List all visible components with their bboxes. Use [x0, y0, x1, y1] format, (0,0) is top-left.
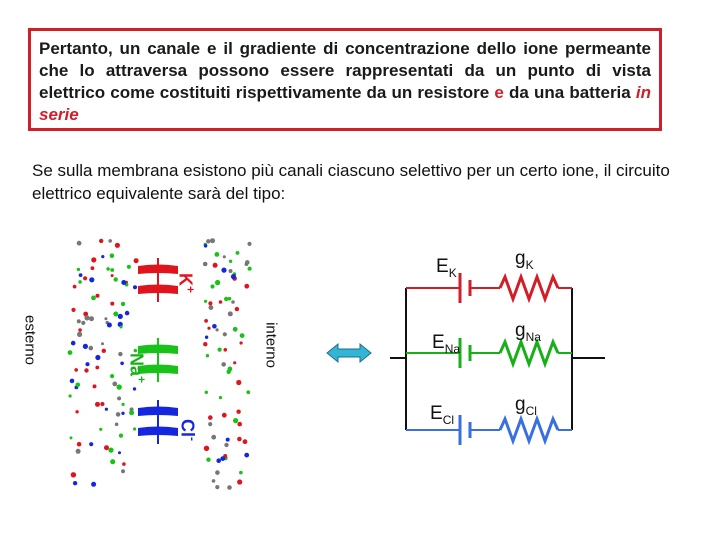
- ion-dot: [133, 387, 136, 390]
- ion-label-na: [126, 353, 149, 383]
- ion-dot: [213, 263, 218, 268]
- inside-label: interno: [262, 322, 280, 368]
- ion-dot: [89, 442, 93, 446]
- ion-dot: [68, 350, 73, 355]
- ion-dot: [84, 368, 88, 372]
- summary-batteria: batteria: [569, 83, 631, 102]
- label-gk: [515, 248, 534, 272]
- ion-dot: [83, 344, 88, 349]
- ion-dot: [101, 342, 104, 345]
- ion-dot: [78, 328, 82, 332]
- label-ena-main: E: [432, 332, 445, 353]
- ion-dot: [205, 336, 208, 339]
- ion-dot: [247, 242, 251, 246]
- ion-dot: [104, 445, 109, 450]
- ion-dot: [222, 413, 227, 418]
- ion-dot: [121, 280, 126, 285]
- ion-dot: [89, 346, 94, 351]
- ion-k-charge: +: [183, 285, 198, 294]
- ion-dot: [104, 317, 107, 320]
- ion-dot: [129, 410, 134, 415]
- ion-cl-charge: -: [185, 437, 200, 441]
- ion-dot: [240, 341, 243, 344]
- ion-dot: [85, 362, 89, 366]
- ion-dot: [108, 448, 113, 453]
- ion-label-k: [175, 273, 198, 293]
- ion-dot: [110, 253, 115, 258]
- ion-dot: [95, 402, 100, 407]
- ion-dot: [224, 443, 228, 447]
- ion-dot: [107, 323, 112, 328]
- ion-dot: [81, 321, 85, 325]
- ion-dot: [110, 302, 114, 306]
- ion-dot: [121, 469, 125, 473]
- ion-dot: [224, 348, 228, 352]
- ion-dot: [237, 437, 242, 442]
- ion-dot: [208, 301, 212, 305]
- ion-dot: [102, 349, 106, 353]
- ion-dot: [118, 314, 123, 319]
- ion-dot: [216, 458, 221, 463]
- ion-dot: [91, 296, 96, 301]
- label-gna-main: g: [515, 320, 526, 341]
- ion-dot: [215, 252, 220, 257]
- ion-dot: [114, 277, 118, 281]
- ion-label-cl: [177, 419, 200, 441]
- ion-dot: [228, 367, 233, 372]
- ion-dot: [237, 479, 242, 484]
- ion-dot: [121, 412, 124, 415]
- ion-dot: [70, 436, 73, 439]
- ion-dot: [79, 273, 83, 277]
- ion-dot: [223, 332, 227, 336]
- ion-dot: [77, 241, 82, 246]
- membrane-diagram: [40, 232, 280, 492]
- ion-dot: [100, 402, 104, 406]
- ion-dot: [244, 453, 249, 458]
- label-ena: [432, 332, 460, 356]
- ion-dot: [208, 422, 212, 426]
- summary-e: e: [494, 83, 504, 102]
- ion-dot: [105, 408, 108, 411]
- ion-dot: [122, 403, 125, 406]
- ion-dot: [133, 427, 136, 430]
- ion-dot: [229, 269, 233, 273]
- ion-dot: [245, 260, 250, 265]
- ion-dot: [106, 267, 110, 271]
- ion-dot: [96, 294, 100, 298]
- ion-na-name: Na: [126, 352, 147, 376]
- ion-dot: [95, 366, 99, 370]
- ion-dot: [229, 260, 232, 263]
- intro-text: Se sulla membrana esistono più canali ciascuno selettivo per un certo ione, il circuito elettrico equivalente sarà del tipo:: [32, 161, 670, 203]
- ion-dot: [210, 238, 215, 243]
- ion-dot: [246, 390, 250, 394]
- ion-dot: [226, 438, 230, 442]
- label-ek-sub: K: [448, 265, 457, 280]
- ion-dot: [236, 380, 241, 385]
- ion-dot: [110, 374, 114, 378]
- ion-dot: [69, 394, 72, 397]
- label-ena-sub: Na: [444, 341, 461, 356]
- outside-label: esterno: [21, 314, 39, 366]
- label-gcl-sub: Cl: [525, 403, 537, 418]
- ion-dot: [233, 361, 236, 364]
- ion-dot: [75, 410, 78, 413]
- label-ecl: [430, 403, 454, 427]
- ion-dot: [120, 326, 123, 329]
- ion-k-name: K: [175, 272, 196, 286]
- ion-dot: [236, 410, 240, 414]
- ion-dot: [95, 355, 100, 360]
- ion-dot: [127, 265, 131, 269]
- ion-dot: [218, 348, 222, 352]
- ion-dot: [77, 268, 80, 271]
- ion-dot: [204, 300, 207, 303]
- ion-dot: [212, 324, 217, 329]
- summary-main: Pertanto, un canale e il gradiente di concentrazione dello ione permeante che lo attraversa possono essere rappresentati da un punto di vista elettrico come costituiti rispettivamente da un resistore: [39, 39, 651, 102]
- ion-dot: [133, 285, 137, 289]
- label-gna: [515, 320, 541, 344]
- ion-dot: [116, 412, 121, 417]
- ion-dot: [77, 332, 82, 337]
- label-gk-main: g: [515, 248, 526, 269]
- ion-dot: [208, 415, 213, 420]
- ion-dot: [215, 485, 219, 489]
- ion-dot: [84, 315, 89, 320]
- channel-k: [138, 258, 178, 302]
- ion-na-charge: +: [134, 376, 149, 384]
- ion-dot: [77, 319, 81, 323]
- ion-dot: [89, 277, 94, 282]
- ion-dot: [233, 327, 238, 332]
- ion-dot: [235, 307, 239, 311]
- ion-dot: [204, 446, 209, 451]
- ion-dot: [203, 342, 207, 346]
- ion-dot: [120, 362, 124, 366]
- ion-dot: [77, 442, 82, 447]
- ion-dot: [122, 462, 126, 466]
- ion-dot: [74, 368, 78, 372]
- summary-in-serie: in serie: [39, 83, 651, 124]
- ion-dot: [73, 481, 77, 485]
- ion-dot: [206, 458, 210, 462]
- ion-dot: [121, 302, 125, 306]
- ion-dot: [119, 434, 123, 438]
- label-gna-sub: Na: [525, 329, 541, 344]
- ion-dot: [110, 268, 114, 272]
- ion-dot: [76, 449, 81, 454]
- ion-dot: [203, 262, 208, 267]
- ion-dot: [211, 435, 216, 440]
- ion-dot: [206, 354, 209, 357]
- ion-dot: [215, 470, 220, 475]
- ion-dot: [118, 352, 122, 356]
- label-ecl-main: E: [430, 403, 443, 424]
- ion-dot: [115, 423, 119, 427]
- label-ecl-sub: Cl: [442, 412, 455, 427]
- ion-dot: [112, 382, 117, 387]
- label-gk-sub: K: [525, 257, 534, 272]
- ion-dot: [204, 244, 208, 248]
- ion-dot: [113, 312, 118, 317]
- ion-dot: [110, 459, 115, 464]
- ion-dot: [205, 391, 208, 394]
- summary-text: [39, 38, 651, 126]
- ion-dot: [134, 349, 137, 352]
- ion-dot: [237, 422, 242, 427]
- ion-dot: [216, 328, 219, 331]
- label-gcl: [515, 394, 537, 418]
- ion-dot: [248, 267, 252, 271]
- ion-dot: [134, 258, 139, 263]
- ion-dot: [231, 300, 235, 304]
- ion-dot: [228, 297, 232, 301]
- ion-dot: [223, 255, 226, 258]
- summary-box: [28, 28, 662, 131]
- ion-dot: [71, 341, 76, 346]
- ion-dot: [117, 396, 121, 400]
- ion-dot: [209, 305, 214, 310]
- ion-cl-name: Cl: [177, 419, 198, 437]
- ion-dot: [89, 316, 94, 321]
- ion-dot: [206, 239, 210, 243]
- ion-dot: [101, 255, 104, 258]
- ion-dot: [236, 251, 240, 255]
- ion-dot: [73, 285, 77, 289]
- ion-dot: [244, 284, 249, 289]
- ion-dot: [108, 239, 112, 243]
- ion-dot: [118, 451, 121, 454]
- ion-dot: [220, 456, 225, 461]
- ion-dot: [207, 327, 210, 330]
- ion-dot: [215, 280, 220, 285]
- channel-cl: [138, 400, 178, 444]
- ion-dot: [93, 384, 97, 388]
- ion-dot: [221, 268, 226, 273]
- ion-dot: [91, 266, 95, 270]
- ion-dot: [239, 471, 243, 475]
- ion-dot: [78, 280, 82, 284]
- label-ek: [436, 256, 457, 280]
- ion-dot: [91, 482, 96, 487]
- ion-dot: [212, 479, 216, 483]
- circuit-diagram: [320, 240, 620, 460]
- ion-dot: [111, 274, 114, 277]
- ion-dot: [99, 428, 102, 431]
- ion-dot: [204, 319, 208, 323]
- summary-da-una: da una: [508, 83, 565, 102]
- ion-dot: [91, 257, 96, 262]
- label-ek-main: E: [436, 256, 449, 277]
- label-gcl-main: g: [515, 394, 526, 415]
- ion-dot: [83, 276, 87, 280]
- ion-dot: [99, 239, 103, 243]
- branch-k: [406, 273, 572, 303]
- ion-dot: [71, 472, 76, 477]
- ion-dot: [243, 439, 248, 444]
- ion-dot: [227, 485, 232, 490]
- ion-dot: [240, 333, 245, 338]
- ion-dot: [71, 308, 75, 312]
- ion-dot: [115, 243, 120, 248]
- ion-dot: [219, 300, 223, 304]
- branch-na: [406, 338, 572, 368]
- ion-dot: [125, 311, 130, 316]
- ion-dot: [117, 384, 122, 389]
- ion-dot: [70, 379, 75, 384]
- ion-dot: [231, 274, 236, 279]
- ion-dot: [210, 284, 214, 288]
- ion-dot: [221, 362, 226, 367]
- ion-dot: [219, 396, 222, 399]
- ion-dot: [76, 383, 81, 388]
- ion-dot: [228, 311, 233, 316]
- ion-dot: [233, 418, 238, 423]
